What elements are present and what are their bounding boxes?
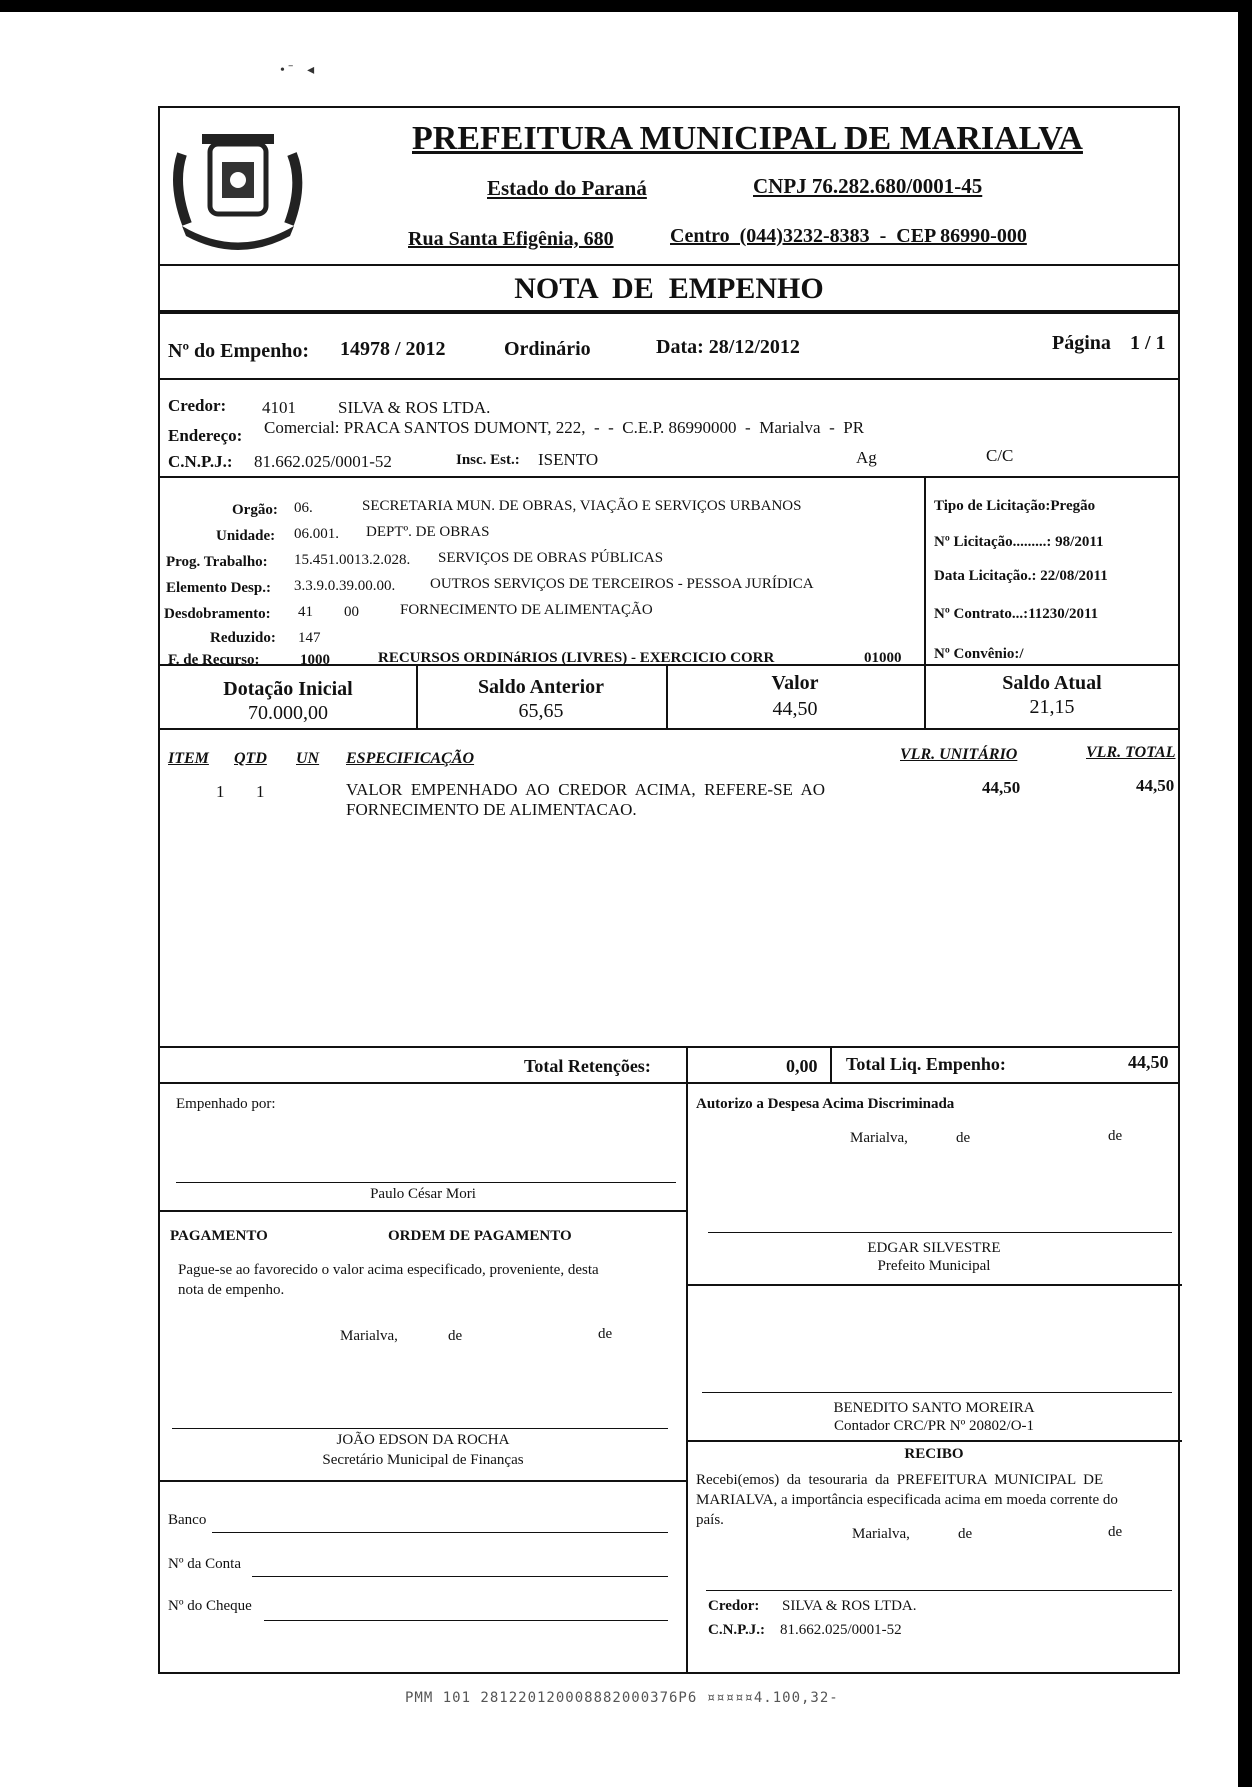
secretario-cargo: Secretário Municipal de Finanças: [322, 1452, 524, 1468]
item-number: 1: [216, 782, 225, 801]
col-valor-unitario: VLR. UNITÁRIO: [900, 746, 1018, 763]
banco-label: Banco: [168, 1512, 207, 1528]
col-especificacao: ESPECIFICAÇÃO: [346, 750, 475, 767]
ordem-pagamento-title: ORDEM DE PAGAMENTO: [388, 1228, 572, 1244]
footer-code: PMM 101 281220120008882000376P6 ¤¤¤¤¤4.100,32-: [405, 1690, 839, 1706]
desdobramento-desc: FORNECIMENTO DE ALIMENTAÇÃO: [400, 602, 653, 618]
pague-se-line1: Pague-se ao favorecido o valor acima especificado, proveniente, desta: [178, 1262, 599, 1278]
empenho-info-section: [160, 314, 1178, 380]
saldo-atual-label: Saldo Atual: [1002, 672, 1102, 694]
reduzido-value: 147: [298, 630, 321, 646]
total-retencoes-value: 0,00: [786, 1056, 818, 1076]
signature-area: [160, 1084, 1178, 1672]
numero-convenio: Nº Convênio:/: [934, 646, 1024, 662]
recibo-signature-line: [706, 1590, 1172, 1591]
unidade-label: Unidade:: [216, 528, 276, 544]
recurso-label: F. de Recurso:: [168, 652, 260, 668]
recurso-fonte: 01000: [864, 650, 902, 666]
credor-code: 4101: [262, 398, 296, 417]
elemento-desc: OUTROS SERVIÇOS DE TERCEIROS - PESSOA JURÍDICA: [430, 576, 814, 592]
totais-section: [160, 1048, 1178, 1084]
pagamento-local: Marialva,: [340, 1328, 398, 1344]
desdobramento-b: 00: [344, 604, 359, 620]
municipality-title: PREFEITURA MUNICIPAL DE MARIALVA: [412, 120, 1083, 157]
pagamento-de1: de: [448, 1328, 463, 1344]
empenho-type: Ordinário: [504, 338, 591, 360]
saldos-section: [160, 666, 1178, 730]
cheque-field[interactable]: [264, 1620, 668, 1621]
elemento-code: 3.3.9.0.39.00.00.: [294, 578, 396, 594]
credor-name: SILVA & ROS LTDA.: [338, 398, 491, 417]
endereco-label: Endereço:: [168, 426, 243, 445]
svg-text:MARIALVA: MARIALVA: [215, 231, 261, 241]
page-label: Página: [1052, 332, 1111, 354]
credor-cnpj: 81.662.025/0001-52: [254, 452, 392, 471]
col-un: UN: [296, 750, 320, 767]
coat-of-arms-icon: [162, 114, 314, 262]
empenho-number: 14978 / 2012: [340, 338, 446, 360]
recibo-cnpj-label: C.N.P.J.:: [708, 1622, 765, 1638]
pague-se-line2: nota de empenho.: [178, 1282, 285, 1298]
col-qtd: QTD: [234, 750, 267, 767]
page-number: 1 / 1: [1130, 332, 1166, 354]
recibo-de1: de: [958, 1526, 973, 1542]
autorizo-de1: de: [956, 1130, 971, 1146]
contador-cargo: Contador CRC/PR Nº 20802/O-1: [833, 1418, 1035, 1434]
numero-contrato: Nº Contrato...:11230/2011: [934, 606, 1099, 622]
conta-field[interactable]: [252, 1576, 668, 1577]
recurso-desc: RECURSOS ORDINáRIOS (LIVRES) - EXERCICIO CORR: [378, 650, 775, 666]
saldo-anterior-value: 65,65: [518, 700, 564, 722]
total-retencoes-label: Total Retenções:: [524, 1056, 651, 1076]
recibo-title: RECIBO: [904, 1446, 964, 1462]
orgao-desc: SECRETARIA MUN. DE OBRAS, VIAÇÃO E SERVIÇOS URBANOS: [362, 498, 802, 514]
item-qtd: 1: [256, 782, 265, 801]
pagamento-title: PAGAMENTO: [170, 1228, 268, 1244]
empenho-number-label: Nº do Empenho:: [168, 340, 310, 362]
account-label: C/C: [986, 446, 1014, 465]
prefeito-nome: EDGAR SILVESTRE: [867, 1240, 1001, 1256]
insc-label: Insc. Est.:: [456, 452, 520, 468]
nota-de-empenho-document: [158, 106, 1180, 1674]
state-name: Estado do Paraná: [487, 176, 647, 200]
data-licitacao: Data Licitação.: 22/08/2011: [934, 568, 1108, 584]
secretario-signature-line: [172, 1428, 668, 1429]
unidade-code: 06.001.: [294, 526, 339, 542]
cnpj: CNPJ 76.282.680/0001-45: [753, 174, 983, 198]
itens-section: [160, 730, 1178, 1048]
dotacao-inicial-label: Dotação Inicial: [223, 678, 353, 700]
recibo-local: Marialva,: [852, 1526, 910, 1542]
desdobramento-label: Desdobramento:: [164, 606, 271, 622]
banco-field[interactable]: [212, 1532, 668, 1533]
address: Rua Santa Efigênia, 680: [408, 228, 614, 250]
dotacao-inicial-value: 70.000,00: [248, 702, 328, 724]
contador-signature-line: [702, 1392, 1172, 1393]
prog-code: 15.451.0013.2.028.: [294, 552, 411, 568]
conta-label: Nº da Conta: [168, 1556, 241, 1572]
item-especificacao-line1: VALOR EMPENHADO AO CREDOR ACIMA, REFERE-SE AO: [346, 780, 826, 799]
recibo-line1: Recebi(emos) da tesouraria da PREFEITURA MUNICIPAL DE: [696, 1472, 1104, 1488]
recibo-cnpj: 81.662.025/0001-52: [780, 1622, 902, 1638]
total-liquido-label: Total Liq. Empenho:: [846, 1054, 1006, 1074]
agency-label: Ag: [856, 448, 877, 467]
pagamento-de2: de: [598, 1326, 613, 1342]
secretario-nome: JOÃO EDSON DA ROCHA: [336, 1432, 510, 1448]
valor-label: Valor: [771, 672, 819, 694]
empenhado-signature-line: [176, 1182, 676, 1183]
cheque-label: Nº do Cheque: [168, 1598, 252, 1614]
contador-nome: BENEDITO SANTO MOREIRA: [833, 1400, 1035, 1416]
saldo-anterior-label: Saldo Anterior: [477, 676, 605, 698]
prog-label: Prog. Trabalho:: [166, 554, 268, 570]
prefeito-signature-line: [708, 1232, 1172, 1233]
recibo-line2: MARIALVA, a importância especificada acima em moeda corrente do: [696, 1492, 1118, 1508]
numero-licitacao: Nº Licitação.........: 98/2011: [934, 534, 1104, 550]
prog-desc: SERVIÇOS DE OBRAS PÚBLICAS: [438, 550, 664, 566]
col-valor-total: VLR. TOTAL: [1086, 744, 1176, 761]
autorizo-de2: de: [1108, 1128, 1123, 1144]
recurso-code: 1000: [300, 652, 330, 668]
total-liquido-value: 44,50: [1128, 1052, 1169, 1072]
doc-title-section: [160, 266, 1178, 314]
recibo-line3: país.: [696, 1512, 724, 1528]
recibo-credor-nome: SILVA & ROS LTDA.: [782, 1598, 917, 1614]
credor-label: Credor:: [168, 396, 227, 415]
desdobramento-a: 41: [298, 604, 313, 620]
saldo-atual-value: 21,15: [1029, 696, 1075, 718]
orgao-label: Orgão:: [232, 502, 278, 518]
document-title: NOTA DE EMPENHO: [514, 272, 824, 305]
item-valor-unitario: 44,50: [982, 778, 1021, 797]
empenho-date: Data: 28/12/2012: [656, 336, 800, 358]
reduzido-label: Reduzido:: [210, 630, 276, 646]
scan-border-right: [1238, 0, 1252, 1787]
unidade-desc: DEPTº. DE OBRAS: [366, 524, 490, 540]
orgao-code: 06.: [294, 500, 313, 516]
item-valor-total: 44,50: [1136, 776, 1175, 795]
dotacao-section: [160, 478, 1178, 666]
cnpj-label: C.N.P.J.:: [168, 452, 233, 471]
insc-value: ISENTO: [538, 450, 599, 469]
valor-value: 44,50: [772, 698, 818, 720]
district-phone-cep: Centro (044)3232-8383 - CEP 86990-000: [670, 225, 1027, 247]
prefeito-cargo: Prefeito Municipal: [877, 1258, 991, 1274]
header-section: [160, 108, 1178, 266]
empenhado-nome: Paulo César Mori: [370, 1186, 476, 1202]
scan-marks: • ˉ ◂: [280, 63, 315, 78]
credor-address: Comercial: PRACA SANTOS DUMONT, 222, - - C.E.P. 86990000 - Marialva - PR: [264, 418, 865, 437]
autorizo-title: Autorizo a Despesa Acima Discriminada: [696, 1096, 955, 1112]
tipo-licitacao: Tipo de Licitação:Pregão: [934, 498, 1096, 514]
credor-section: [160, 380, 1178, 478]
scan-border-top: [0, 0, 1252, 12]
item-especificacao-line2: FORNECIMENTO DE ALIMENTACAO.: [346, 800, 637, 819]
recibo-de2: de: [1108, 1524, 1123, 1540]
recibo-credor-label: Credor:: [708, 1598, 760, 1614]
elemento-label: Elemento Desp.:: [166, 580, 271, 596]
autorizo-local: Marialva,: [850, 1130, 908, 1146]
col-item: ITEM: [168, 750, 209, 767]
empenhado-por-label: Empenhado por:: [176, 1096, 276, 1112]
